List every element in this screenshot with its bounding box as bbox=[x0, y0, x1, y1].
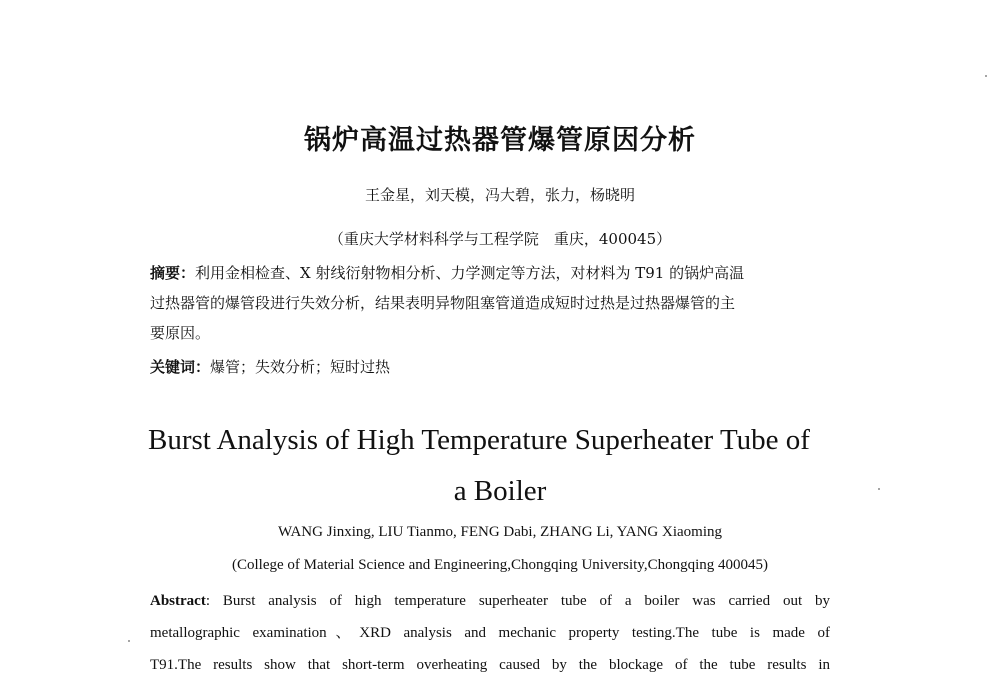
chinese-abstract-label: 摘要： bbox=[150, 264, 196, 282]
chinese-affiliation: （重庆大学材料科学与工程学院 重庆，400045） bbox=[328, 230, 672, 248]
english-authors: WANG Jinxing, LIU Tianmo, FENG Dabi, ZHANG Li, YANG Xiaoming bbox=[277, 524, 723, 540]
english-abstract-line: metallographic examination、XRD analysis and mechanic property testing.The tube is made of bbox=[150, 625, 830, 641]
chinese-abstract-line: 摘要：利用金相检查、X 射线衍射物相分析、力学测定等方法，对材料为 T91 的锅炉高温 bbox=[150, 264, 745, 282]
chinese-authors: 王金星，刘天模，冯大碧，张力，杨晓明 bbox=[364, 186, 635, 204]
english-abstract bbox=[150, 585, 830, 681]
chinese-keywords-text: 爆管；失效分析；短时过热 bbox=[210, 358, 391, 376]
chinese-keywords bbox=[150, 352, 840, 382]
english-abstract-line: T91.The results show that short-term overheating caused by the blockage of the tube results in bbox=[150, 657, 830, 673]
english-abstract-line: Abstract: Burst analysis of high temperature superheater tube of a boiler was carried out by bbox=[150, 593, 830, 609]
scan-speck bbox=[878, 488, 880, 490]
chinese-abstract bbox=[150, 258, 840, 348]
english-abstract-label: Abstract bbox=[150, 593, 206, 609]
scan-speck bbox=[985, 75, 987, 77]
chinese-title: 锅炉高温过热器管爆管原因分析 bbox=[304, 125, 696, 156]
chinese-abstract-line: 过热器管的爆管段进行失效分析，结果表明异物阻塞管道造成短时过热是过热器爆管的主 bbox=[150, 294, 736, 312]
chinese-abstract-line: 要原因。 bbox=[150, 324, 211, 342]
scan-speck bbox=[128, 640, 130, 642]
english-title-line-1: Burst Analysis of High Temperature Superheater Tube of bbox=[148, 424, 810, 456]
english-title-line-2: a Boiler bbox=[453, 475, 547, 507]
english-affiliation: (College of Material Science and Engineering,Chongqing University,Chongqing 400045) bbox=[231, 557, 768, 573]
chinese-keywords-label: 关键词： bbox=[150, 358, 211, 376]
